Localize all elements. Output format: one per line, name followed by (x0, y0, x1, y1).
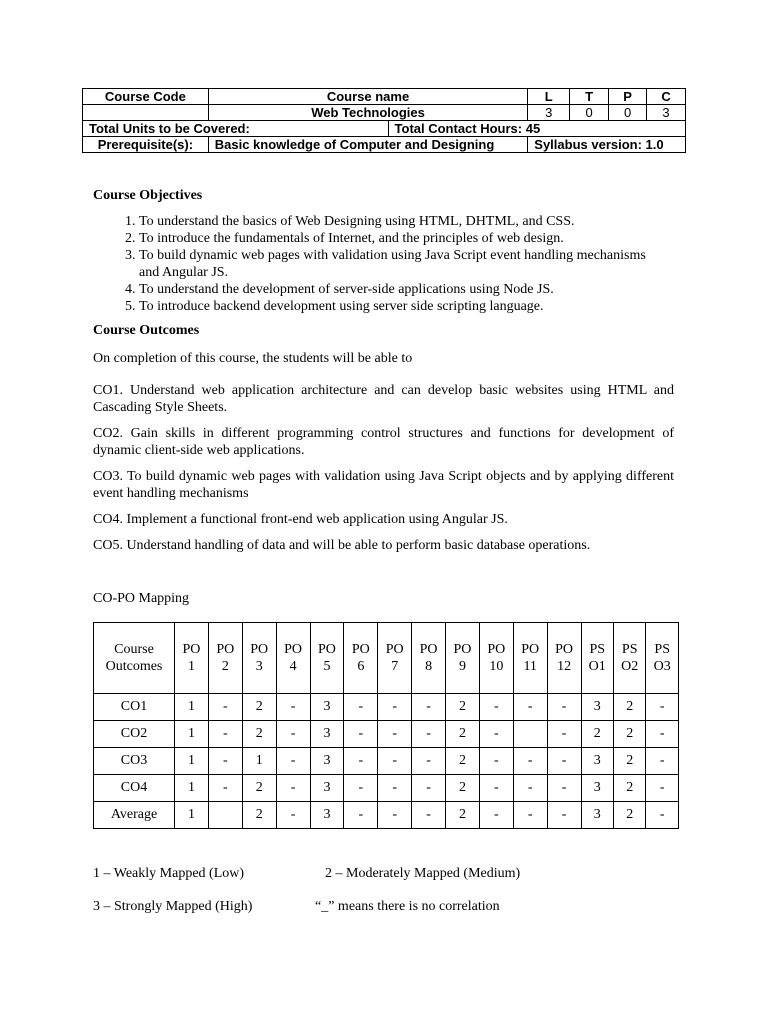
header-row-values (83, 105, 686, 121)
mapping-cell: 2 (613, 775, 645, 802)
mapping-cell: - (412, 802, 446, 829)
mapping-cell: 2 (613, 802, 645, 829)
mapping-cell: 1 (175, 721, 209, 748)
mapping-cell: - (513, 748, 547, 775)
mapping-cell: - (276, 721, 310, 748)
col-header-line-1: PO (216, 642, 235, 657)
mapping-row (94, 802, 679, 829)
col-header-line-2: O2 (621, 659, 639, 674)
col-header-line-2: O1 (588, 659, 606, 674)
col-header-line-1: PO (317, 642, 336, 657)
col-header-line-1: PS (589, 642, 606, 657)
mapping-col-header (208, 623, 242, 694)
mapping-cell: - (378, 775, 412, 802)
mapping-cell: - (547, 802, 581, 829)
col-header-line-2: 7 (391, 659, 399, 674)
mapping-col-header (581, 623, 613, 694)
course-name-value: Web Technologies (208, 105, 528, 121)
mapping-col-header (175, 623, 209, 694)
objective-item: 5. To introduce backend development using server side scripting language. (139, 298, 663, 315)
mapping-cell: - (208, 694, 242, 721)
mapping-cell: 2 (613, 748, 645, 775)
mapping-cell: - (276, 694, 310, 721)
mapping-col-header (613, 623, 645, 694)
outcome-co4: CO4. Implement a functional front-end web application using Angular JS. (93, 512, 508, 527)
mapping-cell: 2 (446, 748, 480, 775)
mapping-cell: 1 (175, 802, 209, 829)
col-header-line-2: 10 (489, 659, 504, 674)
total-contact-hours: Total Contact Hours: 45 (388, 121, 685, 137)
objectives-list (93, 213, 663, 315)
co-po-mapping-table (93, 622, 679, 829)
mapping-cell: - (547, 775, 581, 802)
mapping-row-label: CO4 (94, 775, 175, 802)
col-header-line-1: PO (487, 642, 506, 657)
objective-item: 3. To build dynamic web pages with validation using Java Script event handling mechanisms and Angular JS. (139, 247, 663, 281)
mapping-cell: - (344, 775, 378, 802)
l-value: 3 (528, 105, 570, 121)
mapping-row-label: CO3 (94, 748, 175, 775)
mapping-cell: 3 (581, 775, 613, 802)
header-row-units (83, 121, 686, 137)
mapping-cell (513, 721, 547, 748)
mapping-row (94, 748, 679, 775)
co-po-mapping-title: CO-PO Mapping (93, 591, 190, 606)
mapping-cell: - (412, 721, 446, 748)
mapping-cell: - (479, 748, 513, 775)
mapping-cell: 1 (175, 748, 209, 775)
col-header-line-2: 6 (357, 659, 365, 674)
mapping-cell: 1 (242, 748, 276, 775)
mapping-cell: 2 (581, 721, 613, 748)
mapping-cell: 2 (613, 694, 645, 721)
mapping-cell: 2 (242, 775, 276, 802)
mapping-cell: - (479, 802, 513, 829)
syllabus-version: Syllabus version: 1.0 (528, 137, 686, 153)
mapping-col-header (446, 623, 480, 694)
legend-no-correlation: “_” means there is no correlation (315, 899, 500, 914)
mapping-row (94, 694, 679, 721)
course-objectives-heading: Course Objectives (93, 188, 203, 203)
mapping-cell: - (344, 748, 378, 775)
col-header-line-1: PO (182, 642, 201, 657)
mapping-cell: - (344, 694, 378, 721)
col-header-line-2: 11 (523, 659, 537, 674)
mapping-cell: 2 (446, 775, 480, 802)
legend-low: 1 – Weakly Mapped (Low) (93, 866, 245, 881)
mapping-cell: 3 (581, 802, 613, 829)
mapping-cell: - (378, 694, 412, 721)
objective-item: 1. To understand the basics of Web Designing using HTML, DHTML, and CSS. (139, 213, 663, 230)
p-value: 0 (609, 105, 647, 121)
t-value: 0 (570, 105, 609, 121)
col-header-line-2: 4 (289, 659, 297, 674)
mapping-cell: - (547, 748, 581, 775)
mapping-col-header (378, 623, 412, 694)
mapping-cell: 1 (175, 694, 209, 721)
mapping-header-row (94, 623, 679, 694)
col-header-line-1: PO (250, 642, 269, 657)
col-header-line-1: PO (555, 642, 574, 657)
mapping-cell (208, 802, 242, 829)
legend-high: 3 – Strongly Mapped (High) (93, 899, 253, 914)
header-row-titles (83, 89, 686, 105)
mapping-cell: - (513, 775, 547, 802)
mapping-row-label: Average (94, 802, 175, 829)
mapping-col-header (547, 623, 581, 694)
col-header-line-2: 1 (187, 659, 195, 674)
mapping-cell: - (547, 721, 581, 748)
mapping-col-header (276, 623, 310, 694)
col-header-line-1: PO (385, 642, 404, 657)
corner-line-2: Outcomes (105, 659, 163, 674)
mapping-row-label: CO1 (94, 694, 175, 721)
mapping-cell: 3 (310, 775, 344, 802)
outcome-co5: CO5. Understand handling of data and will be able to perform basic database operations. (93, 538, 591, 553)
mapping-cell: 2 (446, 694, 480, 721)
mapping-cell: 3 (310, 802, 344, 829)
mapping-corner-header (94, 623, 175, 694)
mapping-cell: 2 (242, 802, 276, 829)
mapping-col-header (344, 623, 378, 694)
mapping-cell: - (378, 721, 412, 748)
objective-item: 2. To introduce the fundamentals of Internet, and the principles of web design. (139, 230, 663, 247)
mapping-col-header (646, 623, 679, 694)
col-header-line-2: 12 (557, 659, 572, 674)
mapping-cell: - (479, 775, 513, 802)
mapping-cell: - (276, 748, 310, 775)
mapping-cell: - (208, 721, 242, 748)
legend-medium: 2 – Moderately Mapped (Medium) (325, 866, 521, 881)
course-name-label: Course name (208, 89, 528, 105)
mapping-col-header (513, 623, 547, 694)
mapping-row (94, 775, 679, 802)
col-header-line-2: O3 (653, 659, 671, 674)
mapping-cell: - (646, 775, 679, 802)
p-label: P (609, 89, 647, 105)
mapping-col-header (479, 623, 513, 694)
mapping-cell: 2 (242, 721, 276, 748)
mapping-row (94, 721, 679, 748)
col-header-line-1: PS (654, 642, 670, 657)
mapping-cell: 3 (581, 748, 613, 775)
mapping-row-label: CO2 (94, 721, 175, 748)
mapping-cell: - (513, 694, 547, 721)
mapping-cell: 2 (446, 802, 480, 829)
header-row-prereq (83, 137, 686, 153)
c-label: C (647, 89, 686, 105)
mapping-cell: 3 (310, 748, 344, 775)
mapping-col-header (242, 623, 276, 694)
mapping-cell: - (513, 802, 547, 829)
prerequisite-value: Basic knowledge of Computer and Designing (208, 137, 528, 153)
col-header-line-1: PO (351, 642, 370, 657)
course-outcomes-heading: Course Outcomes (93, 323, 200, 338)
mapping-cell: - (344, 721, 378, 748)
mapping-cell: - (378, 802, 412, 829)
mapping-cell: - (208, 748, 242, 775)
course-code-value (83, 105, 209, 121)
col-header-line-2: 5 (323, 659, 331, 674)
col-header-line-2: 8 (425, 659, 433, 674)
mapping-cell: 3 (581, 694, 613, 721)
mapping-cell: - (276, 775, 310, 802)
prerequisite-label: Prerequisite(s): (83, 137, 209, 153)
course-header-table (82, 88, 686, 153)
mapping-cell: - (479, 721, 513, 748)
mapping-cell: - (208, 775, 242, 802)
outcome-co3: CO3. To build dynamic web pages with validation using Java Script objects and by applying different event handling mechanisms (93, 469, 674, 501)
mapping-cell: - (646, 802, 679, 829)
outcome-co2: CO2. Gain skills in different programming control structures and functions for development of dynamic client-side web applications. (93, 426, 674, 458)
corner-line-1: Course (114, 642, 154, 657)
col-header-line-1: PS (621, 642, 638, 657)
col-header-line-1: PO (521, 642, 540, 657)
mapping-cell: - (276, 802, 310, 829)
mapping-cell: 3 (310, 694, 344, 721)
mapping-cell: 2 (242, 694, 276, 721)
col-header-line-1: PO (453, 642, 472, 657)
c-value: 3 (647, 105, 686, 121)
course-code-label: Course Code (83, 89, 209, 105)
objective-item: 4. To understand the development of server-side applications using Node JS. (139, 281, 663, 298)
mapping-cell: - (412, 748, 446, 775)
mapping-cell: - (344, 802, 378, 829)
mapping-cell: 2 (446, 721, 480, 748)
mapping-col-header (412, 623, 446, 694)
outcome-co1: CO1. Understand web application architecture and can develop basic websites using HTML and Cascading Style Sheets. (93, 383, 674, 415)
mapping-cell: - (547, 694, 581, 721)
col-header-line-2: 9 (458, 659, 466, 674)
t-label: T (570, 89, 609, 105)
mapping-body (94, 694, 679, 829)
mapping-cell: - (479, 694, 513, 721)
mapping-col-header (310, 623, 344, 694)
mapping-cell: - (646, 721, 679, 748)
outcomes-intro: On completion of this course, the students will be able to (93, 351, 413, 366)
mapping-cell: 3 (310, 721, 344, 748)
col-header-line-1: PO (419, 642, 438, 657)
mapping-cell: - (412, 775, 446, 802)
mapping-cell: - (646, 748, 679, 775)
l-label: L (528, 89, 570, 105)
col-header-line-1: PO (284, 642, 303, 657)
col-header-line-2: 3 (255, 659, 263, 674)
mapping-cell: - (646, 694, 679, 721)
total-units-label: Total Units to be Covered: (83, 121, 389, 137)
mapping-cell: 2 (613, 721, 645, 748)
col-header-line-2: 2 (221, 659, 229, 674)
mapping-cell: - (412, 694, 446, 721)
mapping-cell: - (378, 748, 412, 775)
mapping-cell: 1 (175, 775, 209, 802)
